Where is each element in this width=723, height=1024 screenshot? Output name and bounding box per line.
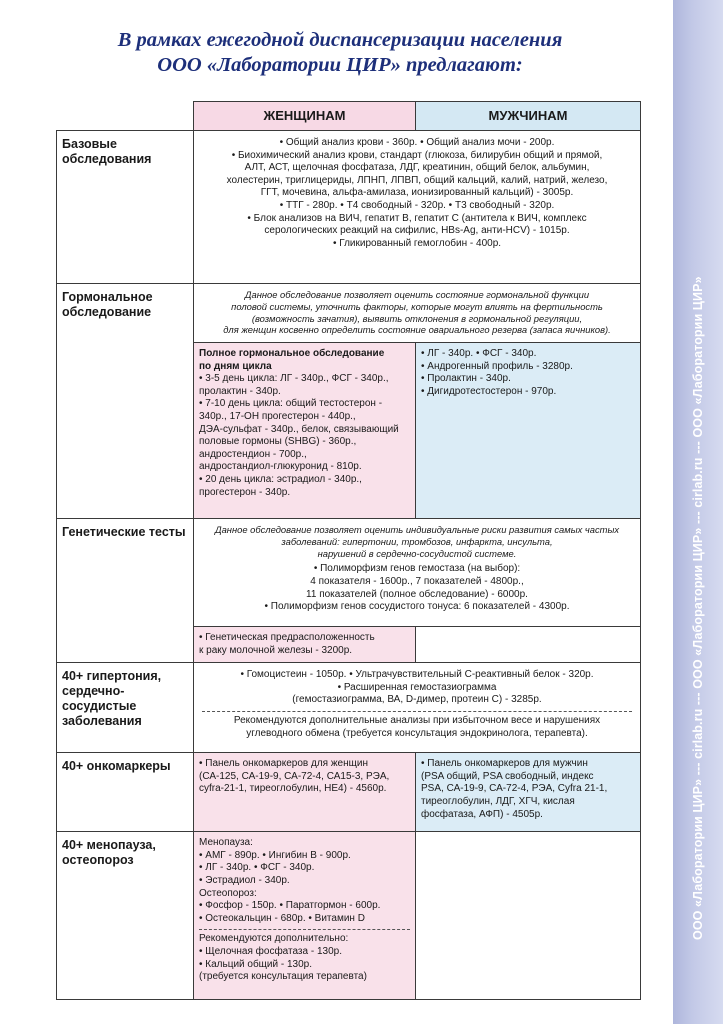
basic-line: АЛТ, АСТ, щелочная фосфатаза, ЛДГ, креатинин, общий белок, альбумин, [244, 162, 590, 174]
note-line: для женщин косвенно определить состояние овариального резерва (запаса яичников). [223, 324, 611, 336]
title-line-1: В рамках ежегодной диспансеризации населения [117, 29, 563, 51]
row-menopause [57, 832, 641, 1000]
oncomarkers-men [416, 753, 641, 832]
section-label-oncomarkers: 40+ онкомаркеры [57, 753, 194, 832]
row-genetic [57, 519, 641, 627]
menopause-women-line: • Фосфор - 150р. • Паратгормон - 600р. [199, 900, 381, 912]
hormonal-men-line: • Андрогенный профиль - 3280р. [421, 360, 573, 372]
section-label-genetic: Генетические тесты [57, 519, 194, 663]
hormonal-women-line: пролактин - 340р. [199, 385, 281, 397]
basic-line: ГГТ, мочевина, альфа-амилаза, ионизированный кальций) - 3005р. [260, 187, 574, 199]
menopause-women-line: • Эстрадиол - 340р. [199, 874, 290, 886]
oncomarkers-men-line: (PSA общий, PSA свободный, индекс [421, 770, 594, 782]
basic-line: • ТТГ - 280р. • Т4 свободный - 320р. • Т3 свободный - 320р. [279, 199, 555, 211]
page-title [20, 28, 660, 78]
menopause-extra: Рекомендуются дополнительно: [199, 933, 349, 945]
note-line: (возможность зачатия), выявить отклонения в гормональной регуляции, [251, 312, 583, 324]
menopause-women-line: Остеопороз: [199, 887, 257, 899]
services-table [56, 101, 641, 1000]
hypertension-line: (гемостазиограмма, ВА, D-димер, протеин С) - 3285р. [292, 694, 542, 706]
hypertension-extra: Рекомендуются дополнительные анализы при избыточном весе и нарушениях [233, 714, 601, 726]
genetic-line: 11 показателей (полное обследование) - 6000р. [306, 588, 528, 600]
menopause-women-line: • ЛГ - 340р. • ФСГ - 340р. [199, 862, 315, 874]
header-men: МУЖЧИНАМ [416, 102, 641, 131]
hormonal-women-heading: Полное гормональное обследование [199, 348, 385, 359]
basic-line: • Блок анализов на ВИЧ, гепатит В, гепатит С (антитела к ВИЧ, комплекс [247, 212, 587, 224]
header-corner [57, 102, 194, 131]
hormonal-women-line: прогестерон - 340р. [199, 486, 291, 498]
section-label-menopause: 40+ менопауза, остеопороз [57, 832, 194, 1000]
oncomarkers-men-line: PSA, СА-19-9, СА-72-4, РЭА, Cyfra 21-1, [421, 783, 608, 795]
hypertension-content [194, 663, 641, 753]
hormonal-women-line: • 7-10 день цикла: общий тестостерон - [199, 398, 383, 410]
oncomarkers-men-line: тиреоглобулин, ЛДГ, ХГЧ, кислая [421, 795, 575, 807]
genetic-note [202, 524, 632, 563]
menopause-extra: (требуется консультация терапевта) [199, 971, 367, 983]
genetic-content [194, 519, 641, 627]
oncomarkers-men-line: фосфатаза, АФП) - 4505р. [421, 808, 543, 820]
hormonal-men-line: • Дигидротестостерон - 970р. [421, 385, 557, 397]
sidebar-brand-text: ООО «Лаборатории ЦИР» --- cirlab.ru --- ООО «Лаборатории ЦИР» --- cirlab.ru --- ООО «Лаборатории ЦИР» [691, 276, 705, 940]
hypertension-line: • Гомоцистеин - 1050р. • Ультрачувствительный С-реактивный белок - 320р. [240, 669, 594, 681]
header-row [57, 102, 641, 131]
basic-line: • Гликированный гемоглобин - 400р. [332, 237, 502, 249]
hormonal-men-line: • ЛГ - 340р. • ФСГ - 340р. [421, 348, 537, 359]
note-line: заболеваний: гипертонии, тромбозов, инфаркта, инсульта, [281, 535, 553, 547]
hormonal-women-line: • 20 день цикла: эстрадиол - 340р., [199, 473, 362, 485]
oncomarkers-men-line: • Панель онкомаркеров для мужчин [421, 758, 588, 770]
note-line: половой системы, уточнить факторы, которые могут влиять на фертильность [231, 300, 603, 312]
row-hypertension [57, 663, 641, 753]
hormonal-men-line: • Пролактин - 340р. [421, 373, 511, 385]
hormonal-women [194, 343, 416, 519]
basic-line: • Биохимический анализ крови, стандарт (глюкоза, билирубин общий и прямой, [231, 149, 603, 161]
genetic-women-line: • Генетическая предрасположенность [199, 632, 375, 643]
section-label-basic: Базовые обследования [57, 131, 194, 284]
oncomarkers-women-line: (СА-125, СА-19-9, СА-72-4, СА15-3, РЭА, [199, 770, 390, 782]
menopause-women-line: Менопауза: [199, 837, 253, 849]
hormonal-men [416, 343, 641, 519]
hormonal-women-line: половые гормоны (SHBG) - 360р., [199, 436, 357, 448]
section-label-hypertension: 40+ гипертония, сердечно-сосудистые заболевания [57, 663, 194, 753]
hormonal-women-line: андростандиол-глюкуронид - 810р. [199, 461, 362, 473]
hypertension-line: • Расширенная гемостазиограмма [337, 681, 497, 693]
basic-line: • Общий анализ крови - 360р. • Общий анализ мочи - 200р. [279, 137, 555, 148]
dashed-divider [199, 929, 410, 930]
row-hormonal-note [57, 284, 641, 343]
genetic-women [194, 627, 416, 663]
note-line: нарушений в сердечно-сосудистой системе. [317, 547, 517, 559]
row-basic [57, 131, 641, 284]
genetic-line: • Полиморфизм генов гемостаза (на выбор): [313, 563, 521, 575]
hormonal-note [194, 284, 641, 343]
genetic-line: 4 показателя - 1600р., 7 показателей - 4800р., [310, 575, 524, 587]
hormonal-women-line: андростендион - 700р., [199, 448, 307, 460]
menopause-men-empty [416, 832, 641, 1000]
row-oncomarkers [57, 753, 641, 832]
hormonal-women-line: 340р., 17-ОН прогестерон - 440р., [199, 410, 356, 422]
menopause-extra: • Щелочная фосфатаза - 130р. [199, 945, 342, 957]
oncomarkers-women-line: cyfra-21-1, тиреоглобулин, НЕ4) - 4560р. [199, 783, 387, 795]
dashed-divider [202, 711, 632, 712]
title-line-2: ООО «Лаборатории ЦИР» предлагают: [157, 54, 523, 76]
oncomarkers-women-line: • Панель онкомаркеров для женщин [199, 758, 368, 770]
header-women: ЖЕНЩИНАМ [194, 102, 416, 131]
basic-line: холестерин, триглицериды, ЛПНП, ЛПВП, общий кальций, калий, натрий, железо, [226, 174, 608, 186]
genetic-women-line: к раку молочной железы - 3200р. [199, 644, 353, 656]
basic-content [194, 131, 641, 284]
menopause-women-line: • АМГ - 890р. • Ингибин В - 900р. [199, 849, 351, 861]
genetic-men-empty [416, 627, 641, 663]
menopause-extra: • Кальций общий - 130р. [199, 958, 312, 970]
hormonal-women-line: ДЭА-сульфат - 340р., белок, связывающий [199, 423, 399, 435]
oncomarkers-women [194, 753, 416, 832]
menopause-women [194, 832, 416, 1000]
genetic-line: • Полиморфизм генов сосудистого тонуса: 6 показателей - 4300р. [264, 601, 570, 613]
hormonal-women-line: • 3-5 день цикла: ЛГ - 340р., ФСГ - 340р., [199, 373, 389, 385]
note-line: Данное обследование позволяет оценить состояние гормональной функции [244, 289, 590, 300]
menopause-women-line: • Остеокальцин - 680р. • Витамин D [199, 912, 365, 924]
hypertension-extra: углеводного обмена (требуется консультация эндокринолога, терапевта). [246, 727, 588, 739]
note-line: Данное обследование позволяет оценить индивидуальные риски развития самых частых [214, 524, 620, 535]
section-label-hormonal: Гормональное обследование [57, 284, 194, 519]
basic-line: серологических реакций на сифилис, HBs-Ag, анти-HCV) - 1015р. [264, 225, 570, 237]
hormonal-women-heading: по дням цикла [199, 360, 272, 372]
